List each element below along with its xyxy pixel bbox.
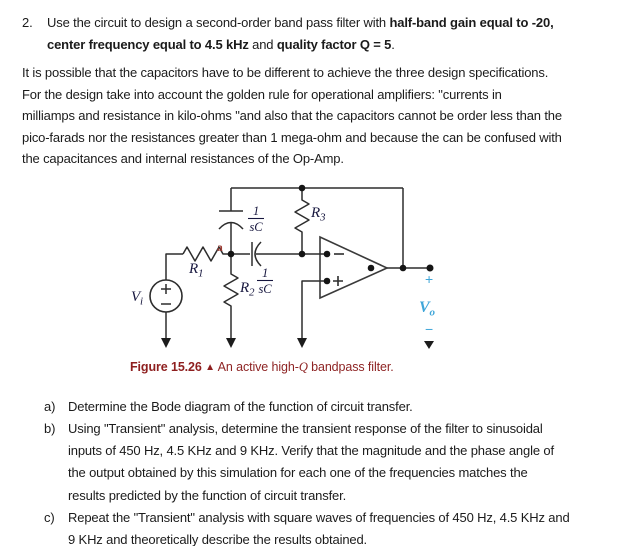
source-label: $V_i$ — [131, 289, 143, 308]
paragraph-line: For the design take into account the golden rule for operational amplifiers: "currents in — [22, 86, 502, 102]
output-minus-terminal-arrow — [424, 341, 434, 349]
opamp-output-dot — [368, 265, 375, 272]
question-c-marker: c) — [44, 509, 55, 525]
ground-arrows — [161, 338, 434, 349]
wire-source-to-r1 — [166, 254, 183, 280]
question-list — [44, 396, 619, 546]
cap-top-fraction-denominator: sC — [249, 220, 263, 234]
question-b — [44, 418, 619, 507]
cap-top-fraction-numerator: 1 — [252, 204, 260, 218]
r1-label: $R_1$ — [189, 261, 204, 280]
question-a — [44, 396, 619, 418]
rail-r3-junction-dot — [299, 185, 306, 192]
node-a-dot — [228, 251, 235, 258]
r3-input-junction-dot — [299, 251, 306, 258]
resistor-r3-symbol — [295, 188, 309, 254]
r2-label: $R_2$ — [240, 280, 255, 299]
ground-arrow-r2 — [226, 338, 236, 348]
noninverting-input-dot — [324, 278, 331, 285]
vout-minus-sign: − — [424, 321, 434, 337]
problem-line-2: center frequency equal to 4.5 kHz and quality factor Q = 5. — [47, 37, 395, 52]
cap-mid-fraction-denominator: sC — [258, 282, 272, 296]
output-labels — [419, 271, 436, 337]
question-c — [44, 507, 619, 546]
paragraph-line: milliamps and resistance in kilo-ohms "and also that the capacitors cannot be order less than the — [22, 108, 562, 124]
figure-caption-label: Figure 15.26 — [130, 360, 202, 374]
paragraph-line: It is possible that the capacitors have to be different to achieve the three design specifications. — [22, 65, 549, 80]
resistor-r2-symbol — [224, 254, 238, 339]
paragraph-line: the capacitances and internal resistances of the Op-Amp. — [22, 151, 344, 167]
question-b-marker: b) — [44, 421, 56, 437]
node-a-label: a — [217, 242, 223, 254]
problem-number: 2. — [22, 15, 33, 30]
question-c-text: Repeat the "Transient" analysis with square waves of frequencies of 450 Hz, 4.5 KHz and 9 KHz and theoretically describe the results obtained. — [68, 509, 570, 546]
paragraph-line: pico-farads nor the resistances greater than 1 mega-ohm and because the can be confused with — [22, 129, 562, 145]
vout-plus-sign: + — [424, 271, 434, 287]
circuit-wires — [166, 188, 430, 339]
resistor-r1-symbol — [183, 247, 231, 261]
opamp-triangle — [320, 237, 387, 298]
vout-label: $V_o$ — [419, 299, 435, 319]
ground-arrow-source — [161, 338, 171, 348]
ground-arrow-noninverting — [297, 338, 307, 348]
feedback-junction-dot — [400, 265, 407, 272]
figure-caption — [130, 360, 490, 375]
question-a-marker: a) — [44, 399, 56, 414]
problem-line-1: Use the circuit to design a second-order band pass filter with half-band gain equal to -20, — [47, 15, 554, 30]
cap-mid-fraction-numerator: 1 — [261, 266, 269, 280]
r3-label: $R_3$ — [311, 205, 326, 224]
question-b-text: Using "Transient" analysis, determine the transient response of the filter to sinusoidal inputs of 450 Hz, 4.5 KHz and 9 KHz. Verify that the magnitude and the phase angle of the output obtained by this simulation for each one of the frequencies matches the results predicted by the function of circuit transfer. — [68, 421, 554, 503]
figure-caption-text: An active high-Q bandpass filter. — [217, 360, 394, 374]
question-a-text: Determine the Bode diagram of the function of circuit transfer. — [68, 399, 413, 414]
figure-caption-triangle-icon: ▲ — [205, 362, 215, 373]
inverting-input-dot — [324, 251, 331, 258]
